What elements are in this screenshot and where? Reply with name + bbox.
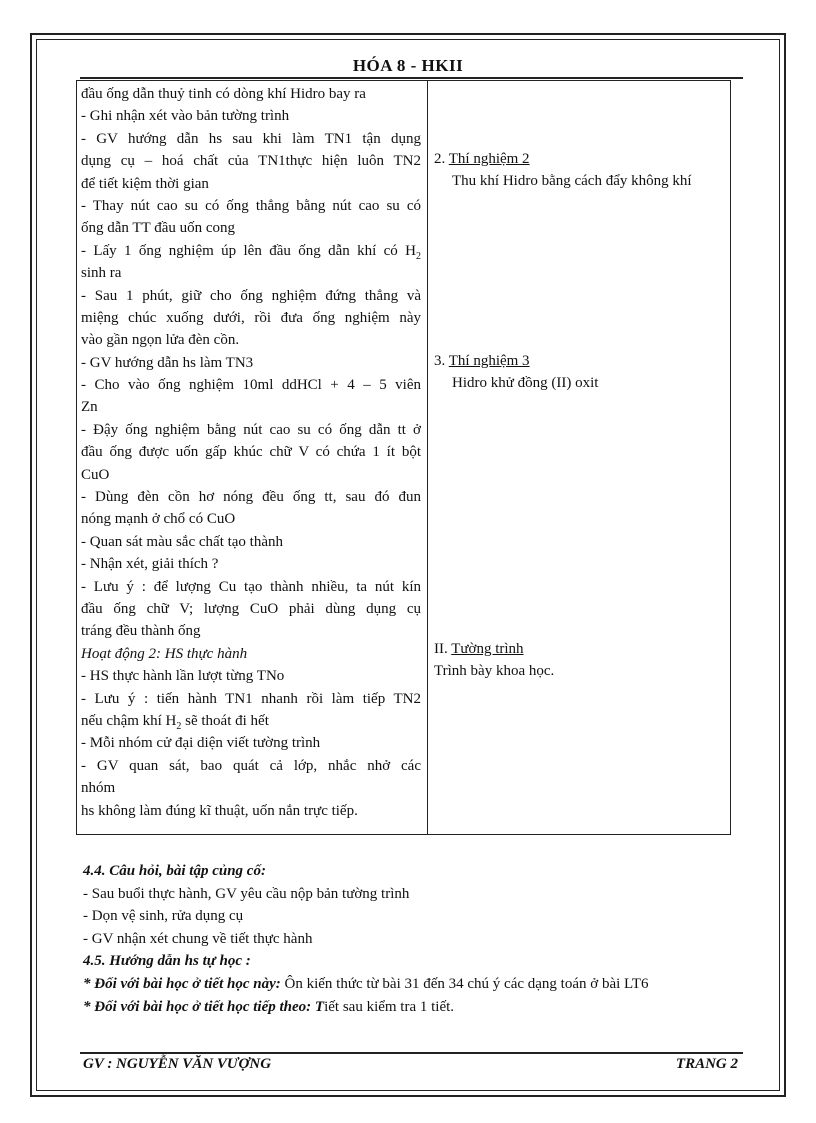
activity-line <box>81 105 421 127</box>
activity-line-text: - Lưu ý : để lượng Cu tạo thành nhiều, ta nút kín <box>81 578 421 595</box>
experiment-3-block <box>434 350 598 394</box>
activity-line-text: - Dùng đèn cồn hơ nóng đều ống tt, sau đó đun <box>81 489 421 506</box>
activity-line <box>81 217 421 239</box>
activity-line <box>81 665 421 687</box>
activity-line <box>81 173 421 195</box>
activity-line-text: sinh ra <box>81 265 122 282</box>
section-44-item: - GV nhận xét chung về tiết thực hành <box>83 930 313 947</box>
activity-line <box>81 396 421 418</box>
subscript: 2 <box>416 250 421 262</box>
experiment-2-title: Thí nghiệm 2 <box>448 151 530 167</box>
activity-line-text: ống dẫn TT đầu uốn cong <box>81 220 236 237</box>
section-45-line-1-text: Ôn kiến thức từ bài 31 đến 34 chú ý các dạng toán ở bài LT6 <box>280 975 649 992</box>
activity-line <box>81 643 421 665</box>
activity-line-text: - GV hướng dẫn hs sau khi làm TN1 tận dụng <box>81 130 421 147</box>
activity-line-text: nóng mạnh ở chổ có CuO <box>81 511 236 528</box>
activity-line <box>81 285 421 307</box>
section-44-heading: 4.4. Câu hỏi, bài tập củng cố: <box>83 863 266 879</box>
experiment-3-number: 3. <box>434 353 449 369</box>
section-45-line-2-label: * Đối với bài học ở tiết học tiếp theo: T <box>83 998 325 1015</box>
activity-line <box>81 732 421 754</box>
table-column-divider <box>427 80 428 835</box>
activity-line <box>81 150 421 172</box>
header-rule <box>80 77 743 79</box>
activity-line-text: tráng đều thành ống <box>81 623 201 640</box>
activity-line-text: miệng chúc xuống dưới, rồi đưa ống nghiệm này <box>81 309 421 326</box>
activity-line <box>81 800 421 822</box>
activity-line-text: đầu ống dẫn thuỷ tinh có dòng khí Hidro bay ra <box>81 86 366 102</box>
activity-line-text: đầu ống được uốn gấp khúc chữ V có chứa 1 ít bột <box>81 444 421 461</box>
section-45-line-1 <box>83 973 743 996</box>
activity-line-text: - Lấy 1 ống nghiệm úp lên đầu ống dẫn khí có H <box>81 242 416 259</box>
activity-line-text: vào gần ngọn lửa đèn cồn. <box>81 332 240 349</box>
activity-line-text: - Quan sát màu sắc chất tạo thành <box>81 533 284 550</box>
activity-line <box>81 755 421 777</box>
activity-line <box>81 688 421 710</box>
activity-line <box>81 262 421 284</box>
activity-line-text: để tiết kiệm thời gian <box>81 175 209 192</box>
report-desc: Trình bày khoa học. <box>434 663 555 679</box>
activity-line <box>81 307 421 329</box>
activity-line <box>81 531 421 553</box>
section-45-line-2-text: iết sau kiểm tra 1 tiết. <box>324 998 455 1015</box>
section-45-line-2 <box>83 996 743 1019</box>
activity-line <box>81 553 421 575</box>
teacher-activities-column <box>81 83 421 822</box>
activity-line <box>81 195 421 217</box>
activity-line <box>81 464 421 486</box>
activity-line <box>81 598 421 620</box>
homework-section <box>83 860 743 1018</box>
activity-line <box>81 486 421 508</box>
activity-line <box>81 128 421 150</box>
activity-line-text: dụng cụ – hoá chất của TN1thực hiện luôn TN2 <box>81 153 421 170</box>
page-header-title: HÓA 8 - HKII <box>352 56 464 75</box>
report-title: Tường trình <box>451 641 524 657</box>
experiment-3-title: Thí nghiệm 3 <box>448 353 530 369</box>
activity-line-text: - Mỗi nhóm cử đại diện viết tường trình <box>81 735 321 752</box>
activity-line-text: - GV quan sát, bao quát cả lớp, nhắc nhở các <box>81 757 421 774</box>
activity-line <box>81 83 421 105</box>
activity-line-text: - HS thực hành lần lượt từng TNo <box>81 668 285 685</box>
activity-line-text: CuO <box>81 466 110 483</box>
experiment-2-number: 2. <box>434 151 449 167</box>
activity-line-text-rest: sẽ thoát đi hết <box>181 712 269 729</box>
section-44-item: - Sau buổi thực hành, GV yêu cầu nộp bản tường trình <box>83 885 410 902</box>
activity-line-text: hs không làm đúng kĩ thuật, uốn nắn trực tiếp. <box>81 802 358 819</box>
activity-line <box>81 576 421 598</box>
activity-line <box>81 352 421 374</box>
footer-rule <box>80 1052 743 1054</box>
activity-line-text: - Ghi nhận xét vào bản tường trình <box>81 108 290 125</box>
activity-line-text: - Cho vào ống nghiệm 10ml ddHCl + 4 – 5 viên <box>81 377 421 394</box>
experiment-2-block <box>434 148 692 192</box>
activity-line <box>81 620 421 642</box>
activity-line <box>81 710 421 732</box>
activity-line <box>81 240 421 262</box>
report-block <box>434 638 554 682</box>
footer-page-number: TRANG 2 <box>675 1056 738 1072</box>
report-number: II. <box>434 641 452 657</box>
activity-line-text: - Thay nút cao su có ống thẳng bằng nút cao su có <box>81 197 421 214</box>
activity-line <box>81 508 421 530</box>
section-44-item: - Dọn vệ sinh, rửa dụng cụ <box>83 908 244 925</box>
activity-line-text: - GV hướng dẫn hs làm TN3 <box>81 354 254 371</box>
activity-line <box>81 329 421 351</box>
section-45-line-1-label: * Đối với bài học ở tiết học này: <box>83 975 281 992</box>
activity-line-text: - Nhận xét, giải thích ? <box>81 556 219 573</box>
activity-line <box>81 374 421 396</box>
activity-line <box>81 441 421 463</box>
activity-line-text: đầu ống chữ V; lượng CuO phải dùng dụng cụ <box>81 600 421 617</box>
subscript: 2 <box>176 720 182 732</box>
activity-line-text: nếu chậm khí H <box>81 712 177 729</box>
footer-teacher-name: GV : NGUYỄN VĂN VƯỢNG <box>83 1056 272 1072</box>
experiment-3-desc: Hidro khử đồng (II) oxit <box>452 375 599 391</box>
activity-line-text: - Lưu ý : tiến hành TN1 nhanh rồi làm tiếp TN2 <box>81 690 421 707</box>
activity-line <box>81 777 421 799</box>
experiment-2-desc: Thu khí Hidro bằng cách đẩy không khí <box>452 173 692 189</box>
activity-line-text: - Sau 1 phút, giữ cho ống nghiệm đứng thẳng và <box>81 287 421 304</box>
activity-line-text: Zn <box>81 399 98 416</box>
section-45-heading: 4.5. Hướng dẫn hs tự học : <box>83 953 251 970</box>
activity-line-text: nhóm <box>81 780 116 797</box>
activity-line-text: - Đậy ống nghiệm bằng nút cao su có ống dẫn tt ở <box>81 421 421 438</box>
activity-line <box>81 419 421 441</box>
activity-line-text: Hoạt động 2: HS thực hành <box>81 645 248 662</box>
